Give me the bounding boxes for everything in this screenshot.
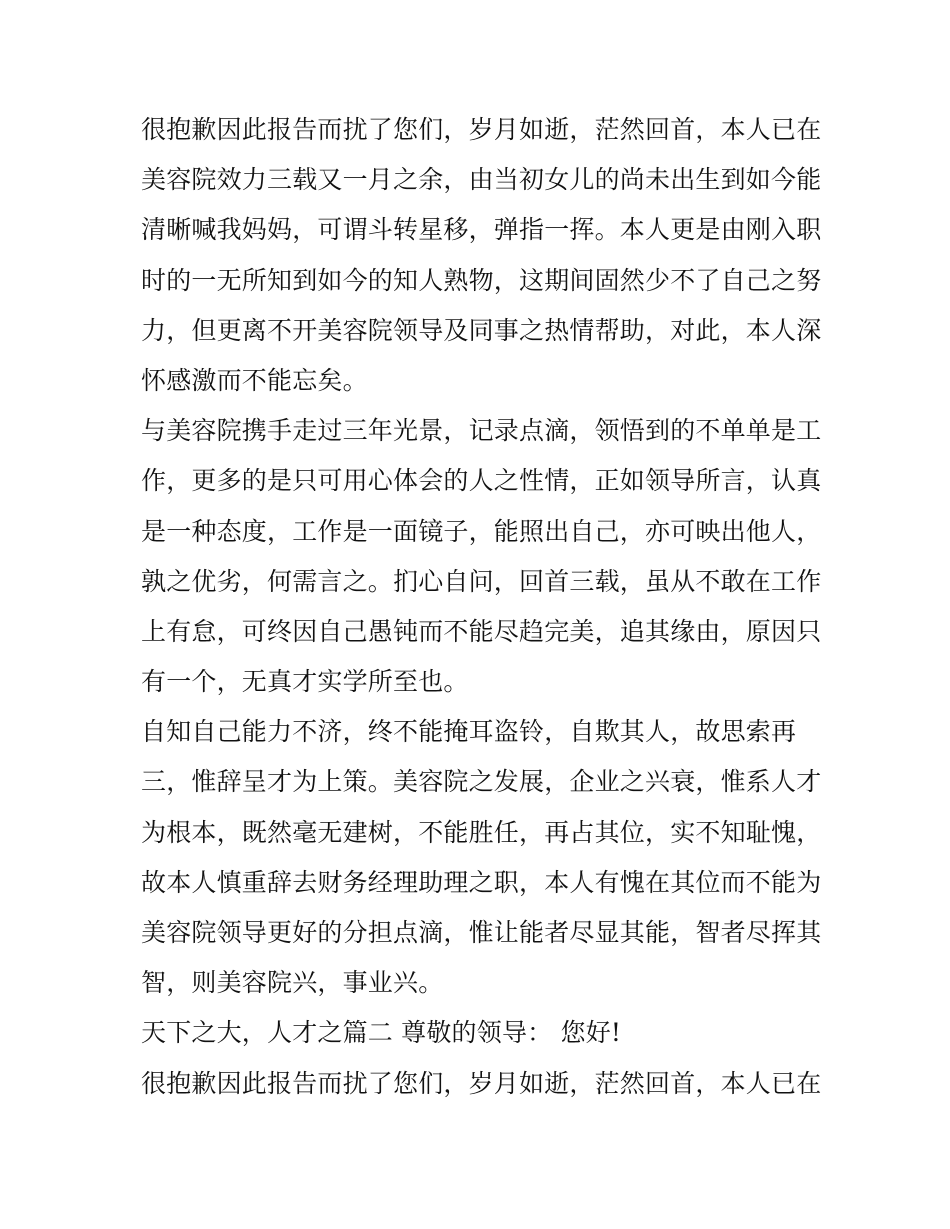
text-line: 清晰喊我妈妈，可谓斗转星移，弹指一挥。本人更是由刚入职 <box>141 215 822 245</box>
text-line: 故本人慎重辞去财务经理助理之职，本人有愧在其位而不能为 <box>141 867 822 897</box>
text-line: 很抱歉因此报告而扰了您们，岁月如逝，茫然回首，本人已在 <box>141 1068 822 1098</box>
text-line: 与美容院携手走过三年光景，记录点滴，领悟到的不单单是工 <box>141 416 822 446</box>
text-line: 孰之优劣，何需言之。扪心自问，回首三载，虽从不敢在工作 <box>141 566 822 596</box>
text-line: 自知自己能力不济，终不能掩耳盗铃，自欺其人，故思索再 <box>141 717 797 747</box>
text-line: 有一个，无真才实学所至也。 <box>141 667 469 697</box>
document-body <box>141 105 821 1109</box>
text-line: 是一种态度，工作是一面镜子，能照出自己，亦可映出他人， <box>141 516 822 546</box>
text-line: 美容院效力三载又一月之余，由当初女儿的尚未出生到如今能 <box>141 165 822 195</box>
text-line: 上有怠，可终因自己愚钝而不能尽趋完美，追其缘由，原因只 <box>141 616 822 646</box>
text-line: 时的一无所知到如今的知人熟物，这期间固然少不了自己之努 <box>141 265 822 295</box>
text-line: 三，惟辞呈才为上策。美容院之发展，企业之兴衰，惟系人才 <box>141 767 822 797</box>
text-line: 很抱歉因此报告而扰了您们，岁月如逝，茫然回首，本人已在 <box>141 115 822 144</box>
text-line: 智，则美容院兴，事业兴。 <box>141 968 444 998</box>
text-line: 怀感激而不能忘矣。 <box>141 365 368 395</box>
text-line: 美容院领导更好的分担点滴，惟让能者尽显其能，智者尽挥其 <box>141 918 822 947</box>
text-line: 力，但更离不开美容院领导及同事之热情帮助，对此，本人深 <box>141 315 822 345</box>
text-line: 天下之大，人才之篇二 尊敬的领导： 您好! <box>141 1018 622 1048</box>
text-line: 作，更多的是只可用心体会的人之性情，正如领导所言，认真 <box>141 466 822 496</box>
text-line: 为根本，既然毫无建树，不能胜任，再占其位，实不知耻愧， <box>141 817 822 847</box>
